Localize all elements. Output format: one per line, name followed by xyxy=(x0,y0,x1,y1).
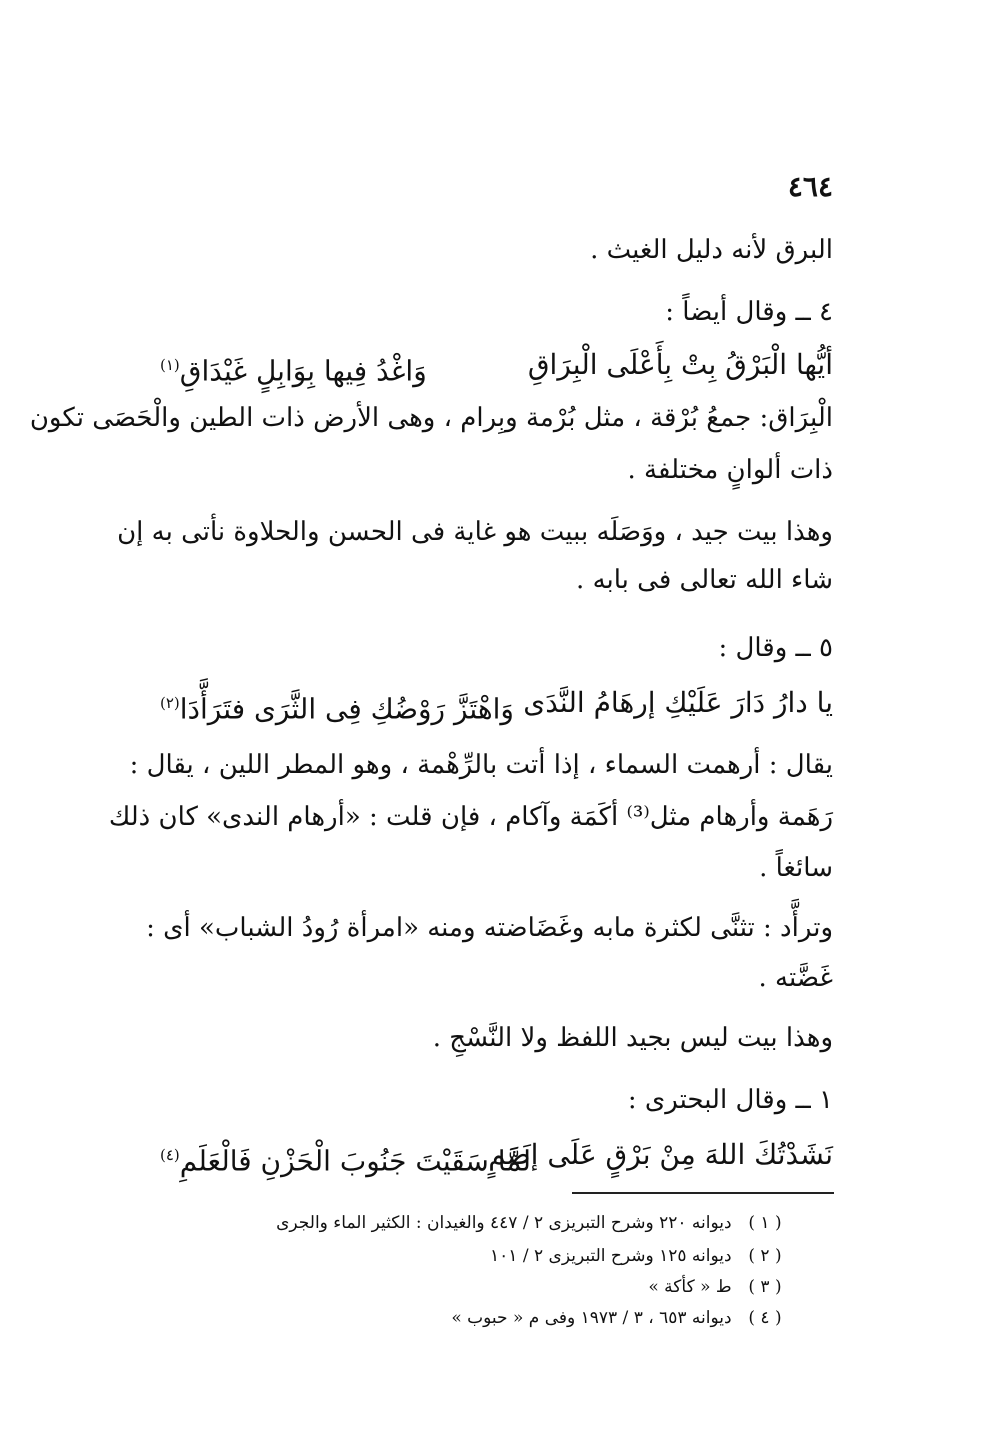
text-line: البرق لأنه دليل الغيث . xyxy=(590,235,833,265)
footnote-ref: (٤) xyxy=(160,1146,180,1164)
verse-hemistich-first: أيُّها الْبَرْقُ بِتْ بِأَعْلَى الْبِرَاقِ xyxy=(527,348,833,381)
verse-text: لَمَّا سَقَيْتَ جَنُوبَ الْحَزْنِ فَالْعَلَمِ xyxy=(179,1144,532,1178)
footnote-text: ط « كأكة » xyxy=(648,1277,732,1297)
section-heading: ٥ ــ وقال : xyxy=(718,633,833,663)
footnote-ref: (١) xyxy=(160,356,180,374)
text-line: وهذا بيت ليس بجيد اللفظ ولا النَّسْجِ . xyxy=(432,1023,833,1053)
text-line: رَهَمة وأرهام مثل⁽³⁾ أكَمَة وآكام ، فإن قلت : «أرهام الندى» كان ذلك xyxy=(108,802,833,832)
footnote xyxy=(260,1305,793,1331)
footnote-text: ديوانه ١٢٥ وشرح التبريزى ٢ / ١٠١ xyxy=(490,1246,732,1266)
section-heading: ٤ ــ وقال أيضاً : xyxy=(665,297,833,327)
footnote-number: ( ٣ ) xyxy=(748,1277,782,1297)
text-line: غَضَّته . xyxy=(758,963,833,993)
text-line: سائغاً . xyxy=(759,853,833,883)
page-number: ٤٦٤ xyxy=(787,170,833,203)
text-line: ذات ألوانٍ مختلفة . xyxy=(627,455,833,485)
footnote-number: ( ١ ) xyxy=(748,1213,782,1233)
footnote-text: ديوانه ٦٥٣ ، ٣ / ١٩٧٣ وفى م « حبوب » xyxy=(451,1308,732,1328)
verse-text: وَاغْدُ فِيها بِوَابِلٍ غَيْدَاقِ xyxy=(179,354,427,388)
footnote xyxy=(260,1210,793,1236)
text-line: شاء الله تعالى فى بابه . xyxy=(576,565,833,595)
verse-hemistich-second xyxy=(160,1134,531,1182)
verse-hemistich-first: نَشَدْتُكَ اللهَ مِنْ بَرْقٍ عَلَى إضَمٍ xyxy=(488,1138,833,1171)
verse-hemistich-first: يا دارُ دَارَ عَلَيْكِ إرهَامُ النَّدَى xyxy=(523,686,833,719)
text-line: وترأَّد : تثنَّى لكثرة مابه وغَضَاضته ومنه «امرأة رُودُ الشباب» أى : xyxy=(146,913,833,943)
footnote xyxy=(260,1243,793,1269)
footnote-text: ديوانه ٢٢٠ وشرح التبريزى ٢ / ٤٤٧ والغيدان : الكثير الماء والجرى xyxy=(276,1213,732,1233)
footnote-number: ( ٤ ) xyxy=(748,1308,782,1328)
footnote-ref: (٢) xyxy=(160,694,180,712)
text-line: وهذا بيت جيد ، ووَصَلَه ببيت هو غاية فى الحسن والحلاوة نأتى به إن xyxy=(117,517,833,547)
text-line: الْبِرَاق: جمعُ بُرْقة ، مثل بُرْمة وبِرام ، وهى الأرض ذات الطين والْحَصَى تكون xyxy=(29,403,833,433)
verse-hemistich-second xyxy=(160,682,514,730)
verse-text: وَاهْتَزَّ رَوْضُكِ فِى الثَّرَى فتَرَأَّدَا xyxy=(179,692,514,726)
verse-hemistich-second xyxy=(160,344,427,392)
footnote-number: ( ٢ ) xyxy=(748,1246,782,1266)
section-heading: ١ ــ وقال البحترى : xyxy=(627,1085,833,1115)
footnote xyxy=(260,1274,793,1300)
footnote-divider xyxy=(572,1192,834,1194)
text-line: يقال : أرهمت السماء ، إذا أتت بالرِّهْمة ، وهو المطر اللين ، يقال : xyxy=(129,750,833,780)
